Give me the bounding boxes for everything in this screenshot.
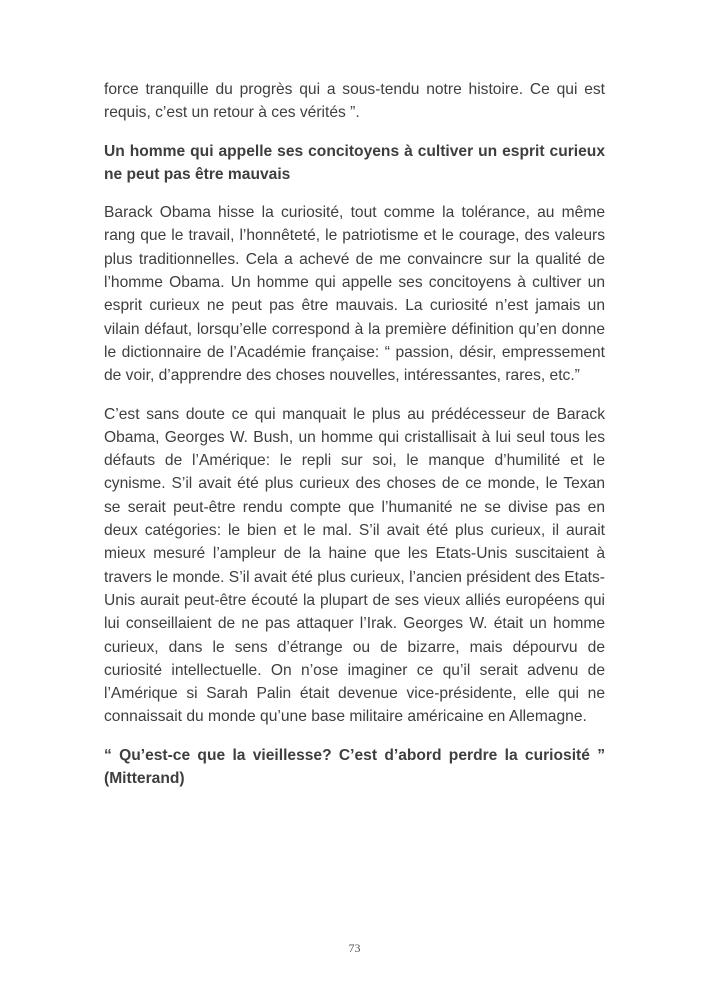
paragraph-curiosity: Barack Obama hisse la curiosité, tout comme la tolérance, au même rang que le travail, l’honnêteté, le patriotisme et le courage, des valeurs plus traditionnelles. Cela a achevé de me convaincre sur la qualité de l’homme Obama. Un homme qui appelle ses concitoyens à cultiver un esprit curieux ne peut pas être mauvais. La curiosité n’est jamais un vilain défaut, lorsqu’elle correspond à la première définition qu’en donne le dictionnaire de l’Académie française: “ passion, désir, empressement de voir, d’apprendre des choses nouvelles, intéressantes, rares, etc.” [104, 204, 605, 385]
quote-heading: “ Qu’est-ce que la vieillesse? C’est d’abord perdre la curiosité ” (Mitterand) [104, 746, 605, 788]
paragraph-continuation: force tranquille du progrès qui a sous-tendu notre histoire. Ce qui est requis, c’est un retour à ces vérités ”. [104, 81, 605, 122]
section-heading: Un homme qui appelle ses concitoyens à cultiver un esprit curieux ne peut pas être mauvais [104, 142, 605, 183]
paragraph-bush: C’est sans doute ce qui manquait le plus au prédécesseur de Barack Obama, Georges W. Bush, un homme qui cristallisait à lui seul tous les défauts de l’Amérique: le repli sur soi, le manque d’humilité et le cynisme. S’il avait été plus curieux des choses de ce monde, le Texan se serait peut-être rendu compte que l’humanité ne se divise pas en deux catégories: le bien et le mal. S’il avait été plus curieux, il aurait mieux mesuré l’ampleur de la haine que les Etats-Unis suscitaient à travers le monde. S’il avait été plus curieux, l’ancien président des Etats-Unis aurait peut-être écouté la plupart de ses vieux alliés européens qui lui conseillaient de ne pas attaquer l’Irak. Georges W. était un homme curieux, dans le sens d’étrange ou de bizarre, mais dépourvu de curiosité intellectuelle. On n’ose imaginer ce qu’il serait advenu de l’Amérique si Sarah Palin était devenue vice-présidente, elle qui ne connaissait du monde qu’une base militaire américaine en Allemagne. [104, 405, 605, 726]
document-body [104, 78, 605, 805]
page-number: 73 [348, 941, 361, 955]
